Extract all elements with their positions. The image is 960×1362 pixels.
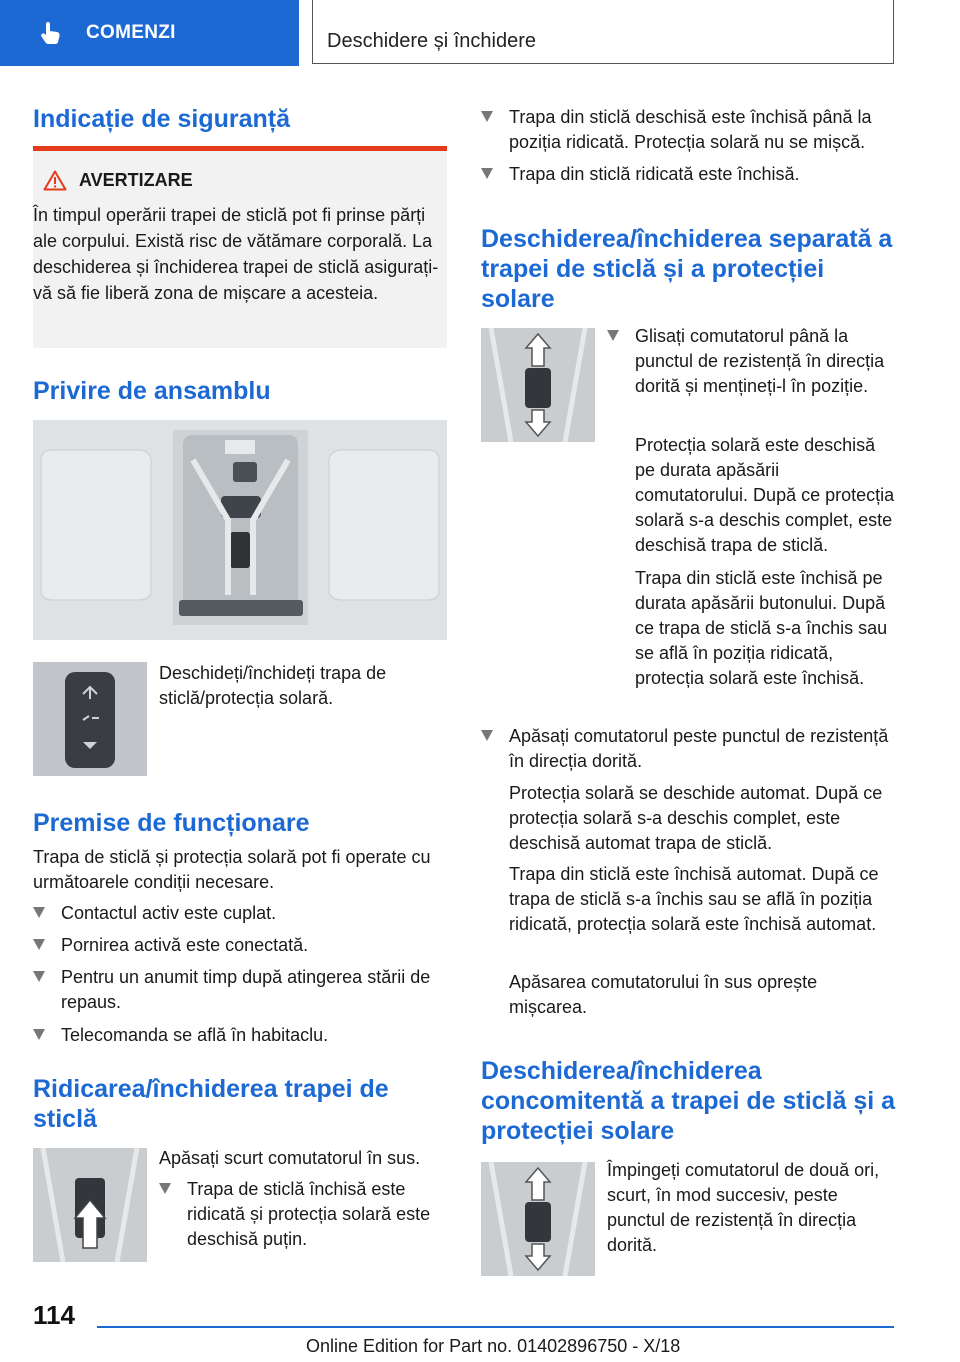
- overview-heading: Privire de ansamblu: [33, 377, 271, 405]
- section-title: Deschidere și închidere: [327, 30, 536, 52]
- page-header: [0, 0, 960, 66]
- triangle-bullet-icon: [159, 1183, 171, 1194]
- separate-paragraph: Protecția solară se deschide automat. După ce protecția solară s-a deschis complet, este deschisă automat trapa de sticlă.: [509, 783, 883, 853]
- raise-photo: [33, 1148, 147, 1262]
- concurrent-text: Împingeți comutatorul de două ori, scurt, în mod succesiv, peste punctul de rezistență în direcția dorită.: [607, 1160, 880, 1255]
- warning-label: AVERTIZARE: [79, 170, 193, 190]
- overview-photo: [33, 420, 447, 640]
- triangle-bullet-icon: [481, 730, 493, 741]
- warning-header: [43, 170, 193, 191]
- switch-photo: [33, 662, 147, 776]
- triangle-bullet-icon: [33, 1029, 45, 1040]
- raise-heading: Ridicarea/închiderea trapei de sticlă: [33, 1075, 389, 1133]
- premise-intro: Trapa de sticlă și protecția solară pot fi operate cu următoarele condiții necesare.: [33, 847, 431, 892]
- separate-paragraph: Protecția solară este deschisă pe durata apăsării comutatorului. După ce protecția solară s-a deschis complet, este deschisă trapa de sticlă.: [635, 435, 895, 555]
- triangle-bullet-icon: [481, 111, 493, 122]
- section-header: [312, 0, 894, 64]
- separate-paragraph: Trapa din sticlă este închisă pe durata apăsării butonului. După ce trapa de sticlă s-a închis sau se află în poziția ridicată, protecția solară este închisă.: [635, 568, 888, 688]
- separate-paragraph: Apăsarea comutatorului în sus oprește mișcarea.: [509, 972, 818, 1017]
- chapter-tab[interactable]: [0, 0, 299, 66]
- switch-up-illustration: [33, 1148, 147, 1262]
- concurrent-heading: Deschiderea/închiderea concomitentă a trapei de sticlă și a protecției solare: [481, 1057, 896, 1145]
- edition-text: Online Edition for Part no. 01402896750 - X/18: [306, 1336, 681, 1356]
- raise-intro: Apăsați scurt comutatorul în sus.: [159, 1148, 421, 1168]
- list-item: Pentru un anumit timp după atingerea stării de repaus.: [33, 965, 447, 1017]
- warning-box: [33, 146, 447, 348]
- switch-slide-illustration: [481, 328, 595, 442]
- chapter-tab-label: COMENZI: [86, 22, 176, 43]
- triangle-bullet-icon: [481, 168, 493, 179]
- triangle-bullet-icon: [33, 971, 45, 982]
- switch-double-push-illustration: [481, 1162, 595, 1276]
- separate-paragraph: Trapa din sticlă este închisă automat. După ce trapa de sticlă s-a închis sau se află în poziția ridicată, protecția solară este închisă automat.: [509, 864, 879, 934]
- premise-heading: Premise de funcționare: [33, 809, 310, 837]
- switch-caption: Deschideți/închideți trapa de sticlă/protecția solară.: [159, 663, 387, 708]
- roof-console-illustration: [33, 420, 447, 640]
- triangle-bullet-icon: [33, 939, 45, 950]
- safety-heading: Indicație de siguranță: [33, 105, 291, 133]
- footer-divider: [97, 1326, 894, 1328]
- hand-pointer-icon: [38, 20, 64, 46]
- triangle-bullet-icon: [607, 330, 619, 341]
- concurrent-photo: [481, 1162, 595, 1276]
- warning-triangle-icon: [43, 170, 67, 191]
- warning-text: În timpul operării trapei de sticlă pot fi prinse părți ale corpului. Există risc de vătămare corporală. La deschiderea și închiderea trapei de sticlă asigurați-vă să fie liberă zona de mișcare a acesteia.: [33, 205, 439, 303]
- triangle-bullet-icon: [33, 907, 45, 918]
- switch-closeup-illustration: [33, 662, 147, 776]
- separate-photo: [481, 328, 595, 442]
- page-number: 114: [33, 1300, 75, 1330]
- separate-heading: Deschiderea/închiderea separată a trapei de sticlă și a protecției solare: [481, 225, 893, 313]
- warning-bar: [33, 146, 447, 151]
